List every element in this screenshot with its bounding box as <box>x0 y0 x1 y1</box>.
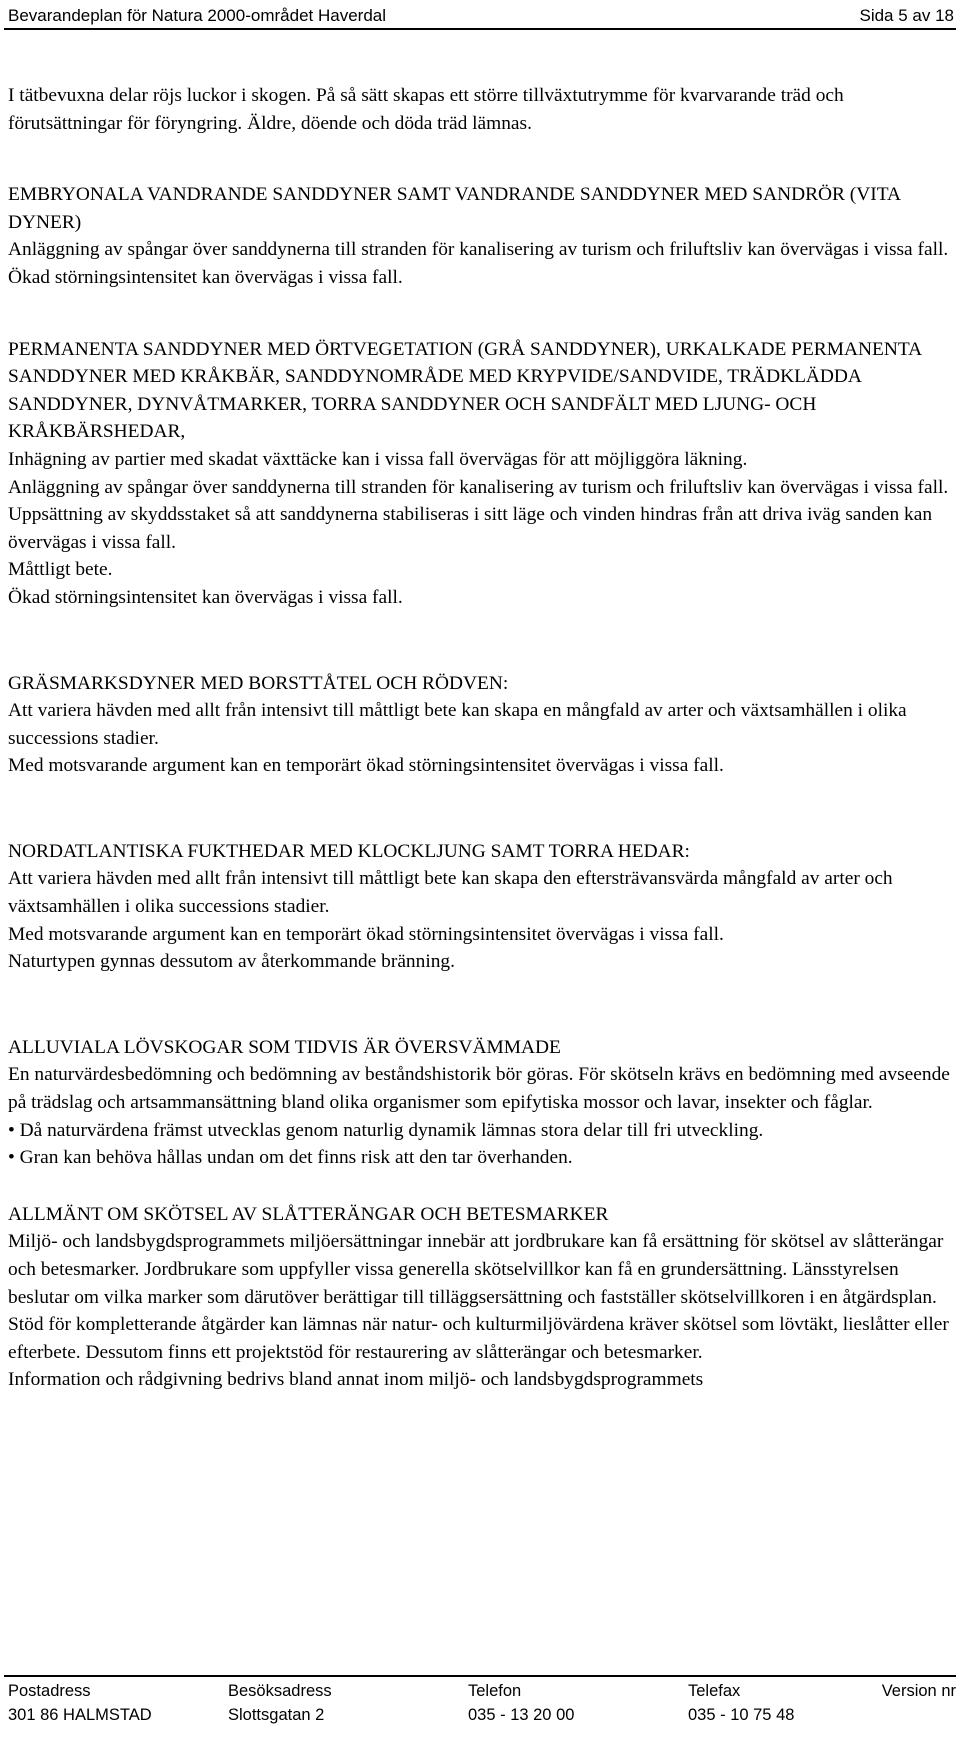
paragraph: Information och rådgivning bedrivs bland annat inom miljö- och landsbygdsprogrammets <box>8 1369 704 1391</box>
paragraph: Att variera hävden med allt från intensivt till måttligt bete kan skapa den eftersträvansvärda mångfald av arter och växtsamhällen i olika successions stadier. <box>8 868 893 918</box>
bullet-item: • Då naturvärdena främst utvecklas genom naturlig dynamik lämnas stora delar till fri utveckling. <box>8 1119 764 1141</box>
paragraph: Att variera hävden med allt från intensivt till måttligt bete kan skapa en mångfald av arter och växtsamhällen i olika successions stadier. <box>8 700 907 749</box>
footer-label: Postadress <box>8 1682 91 1700</box>
paragraph: Naturtypen gynnas dessutom av återkommande bränning. <box>8 951 455 973</box>
document-title: Bevarandeplan för Natura 2000-området Haverdal <box>8 6 387 25</box>
footer-telefon <box>468 1679 574 1727</box>
footer-value: 035 - 13 20 00 <box>468 1706 575 1724</box>
paragraph: Ökad störningsintensitet kan övervägas i vissa fall. <box>8 266 403 288</box>
footer-label: Besöksadress <box>228 1682 332 1700</box>
section-heading: ALLUVIALA LÖVSKOGAR SOM TIDVIS ÄR ÖVERSVÄMMADE <box>8 1036 561 1058</box>
page-number: Sida 5 av 18 <box>859 6 954 25</box>
paragraph: Uppsättning av skyddsstaket så att sanddynerna stabiliseras i sitt läge och vinden hindras från att driva iväg sanden kan övervägas i vissa fall. <box>8 504 933 553</box>
paragraph: Inhägning av partier med skadat växttäcke kan i vissa fall övervägas för att möjliggöra läkning. <box>8 448 748 470</box>
paragraph: Måttligt bete. <box>8 559 113 581</box>
section-heading: NORDATLANTISKA FUKTHEDAR MED KLOCKLJUNG SAMT TORRA HEDAR: <box>8 840 690 862</box>
section-heading: EMBRYONALA VANDRANDE SANDDYNER SAMT VANDRANDE SANDDYNER MED SANDRÖR (VITA DYNER) <box>8 184 900 233</box>
paragraph: Med motsvarande argument kan en temporärt ökad störningsintensitet övervägas i vissa fall. <box>8 755 724 777</box>
header-divider <box>4 28 956 30</box>
footer-postadress <box>8 1679 152 1727</box>
section-nordatlantiska <box>8 838 956 976</box>
footer-value: Slottsgatan 2 <box>228 1706 325 1724</box>
paragraph: Miljö- och landsbygdsprogrammets miljöersättningar innebär att jordbrukare kan få ersättning för skötsel av slåtterängar och betesmarker. Jordbrukare som uppfyller vissa generella skötselvillkor kan få en grundersättning. Länsstyrelsen beslutar om vilka marker som därutöver berättigar till tilläggsersättning och fastställer skötselvillkoren i en åtgärdsplan. Stöd för kompletterande åtgärder kan lämnas när natur- och kulturmiljövärdena kräver skötsel som lövtäkt, lieslåtter eller efterbete. Dessutom finns ett projektstöd för restaurering av slåtterängar och betesmarker. <box>8 1231 949 1363</box>
section-heading: GRÄSMARKSDYNER MED BORSTTÅTEL OCH RÖDVEN: <box>8 672 509 694</box>
paragraph: Anläggning av spångar över sanddynerna till stranden för kanalisering av turism och friluftsliv kan övervägas i vissa fall. <box>8 476 949 498</box>
section-heading: PERMANENTA SANDDYNER MED ÖRTVEGETATION (GRÅ SANDDYNER), URKALKADE PERMANENTA SANDDYNER MED KRÅKBÄR, SANDDYNOMRÅDE MED KRYPVIDE/SANDVIDE, TRÄDKLÄDDA SANDDYNER, DYNVÅTMARKER, TORRA SANDDYNER OCH SANDFÄLT MED LJUNG- OCH KRÅKBÄRSHEDAR, <box>8 338 922 443</box>
footer-value: 035 - 10 75 48 <box>688 1706 795 1724</box>
document-body <box>8 82 956 1394</box>
intro-paragraph: I tätbevuxna delar röjs luckor i skogen. På så sätt skapas ett större tillväxtutrymme för kvarvarande träd och förutsättningar för föryngring. Äldre, döende och döda träd lämnas. <box>8 85 844 134</box>
footer-version <box>882 1679 956 1703</box>
page-header <box>8 6 954 30</box>
paragraph: Anläggning av spångar över sanddynerna till stranden för kanalisering av turism och friluftsliv kan övervägas i vissa fall. <box>8 239 949 261</box>
section-embryonala <box>8 181 956 291</box>
footer-value: 301 86 HALMSTAD <box>8 1706 152 1724</box>
section-alluviala <box>8 1034 956 1172</box>
footer-label: Telefon <box>468 1682 522 1700</box>
section-permanenta <box>8 336 956 612</box>
footer-label: Telefax <box>688 1682 741 1700</box>
footer-divider <box>4 1675 956 1677</box>
section-allmant <box>8 1201 956 1394</box>
paragraph: En naturvärdesbedömning och bedömning av beståndshistorik bör göras. För skötseln krävs en bedömning med avseende på trädslag och artsammansättning bland olika organismer som epifytiska mossor och lavar, insekter och fåglar. <box>8 1064 950 1114</box>
footer-telefax <box>688 1679 794 1727</box>
bullet-item: • Gran kan behöva hållas undan om det finns risk att den tar överhanden. <box>8 1147 573 1169</box>
footer-label: Version nr <box>881 1682 956 1700</box>
footer-besoksadress <box>228 1679 332 1727</box>
section-heading: ALLMÄNT OM SKÖTSEL AV SLÅTTERÄNGAR OCH BETESMARKER <box>8 1203 609 1225</box>
section-grasmarksdyner <box>8 670 956 780</box>
paragraph: Ökad störningsintensitet kan övervägas i vissa fall. <box>8 586 403 608</box>
paragraph: Med motsvarande argument kan en temporärt ökad störningsintensitet övervägas i vissa fall. <box>8 923 724 945</box>
